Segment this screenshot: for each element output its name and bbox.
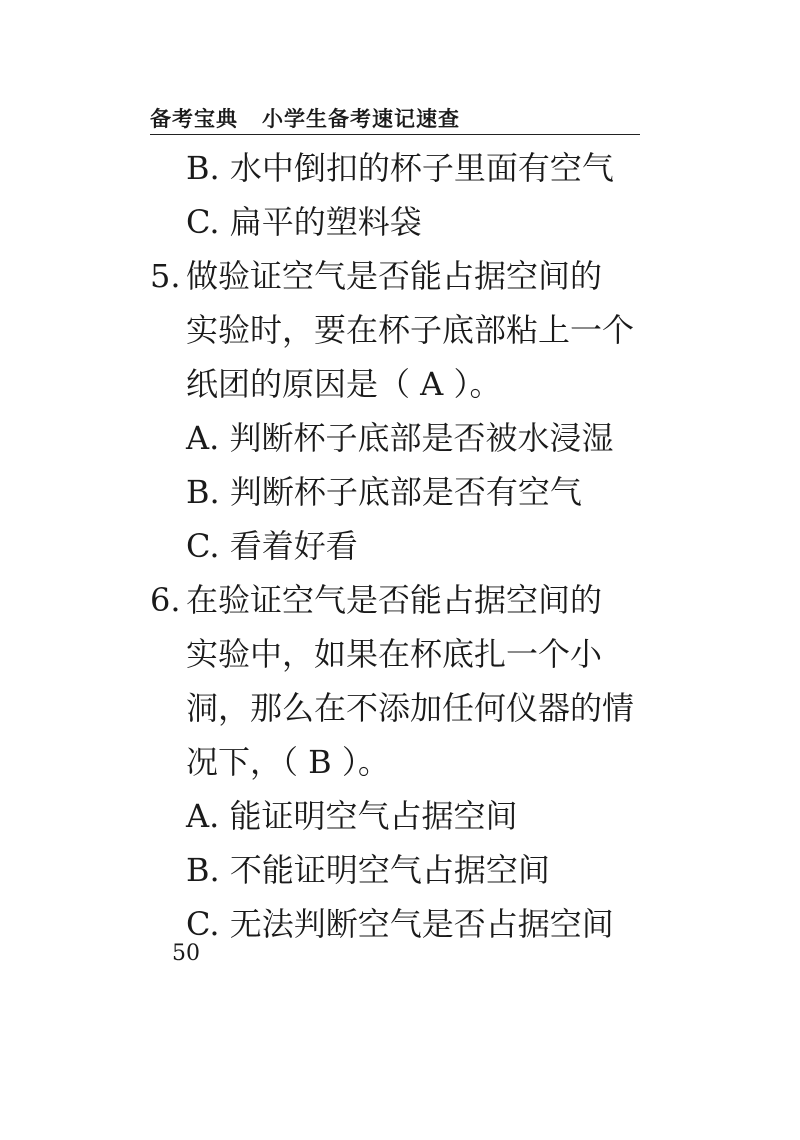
question-5-line-3: 纸团的原因是（ A ）。 [186, 365, 502, 403]
prev-question-option-c: C. 扁平的塑料袋 [186, 203, 422, 241]
question-5-option-c: C. 看着好看 [186, 527, 358, 565]
question-6-line-4: 况下，（ B ）。 [186, 743, 390, 781]
page-number: 50 [172, 941, 200, 966]
question-6-text-1: 在验证空气是否能占据空间的 [186, 581, 603, 619]
question-6-line-3: 洞，那么在不添加任何仪器的情 [186, 689, 635, 727]
question-6-option-a: A. 能证明空气占据空间 [186, 797, 518, 835]
question-6-line-2: 实验中，如果在杯底扎一个小 [186, 635, 603, 673]
prev-question-option-b: B. 水中倒扣的杯子里面有空气 [186, 149, 614, 187]
book-subtitle: 小学生备考速记速查 [262, 107, 460, 131]
running-header [150, 104, 640, 135]
question-5-text-1: 做验证空气是否能占据空间的 [186, 257, 603, 295]
question-5-number: 5. [150, 257, 181, 295]
question-5-option-a: A. 判断杯子底部是否被水浸湿 [186, 419, 614, 457]
question-5-line-1 [150, 249, 650, 303]
question-5-line-2: 实验时，要在杯子底部粘上一个 [186, 311, 635, 349]
book-title: 备考宝典 [150, 107, 238, 131]
question-5-option-b: B. 判断杯子底部是否有空气 [186, 473, 582, 511]
question-6-option-b: B. 不能证明空气占据空间 [186, 851, 550, 889]
page-content [150, 141, 650, 951]
question-6-line-1 [150, 573, 650, 627]
question-6-option-c: C. 无法判断空气是否占据空间 [186, 905, 614, 943]
question-6-number: 6. [150, 581, 181, 619]
